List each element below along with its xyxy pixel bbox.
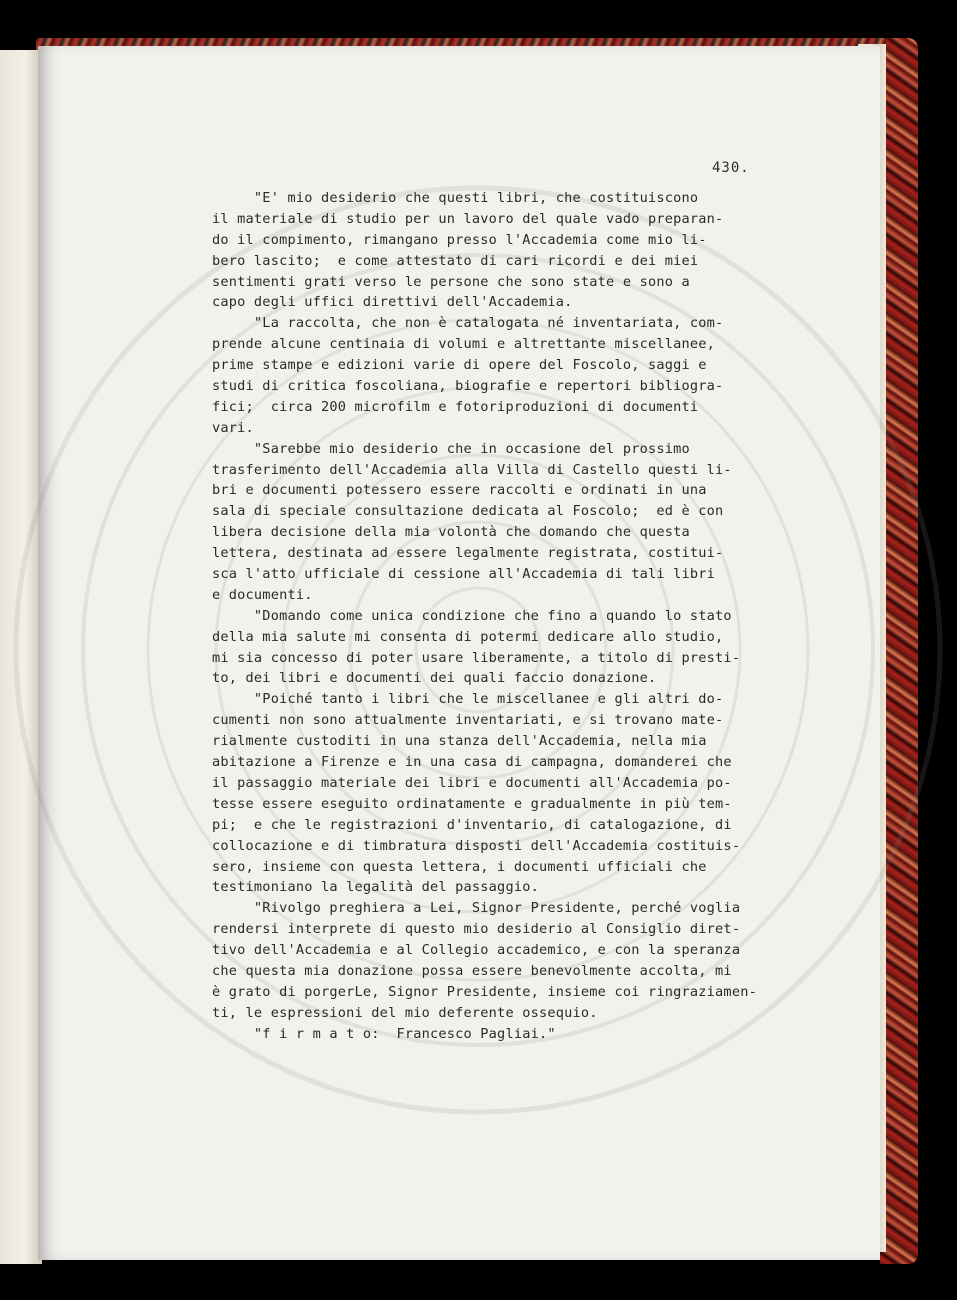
text-line: prime stampe e edizioni varie di opere del Foscolo, saggi e: [212, 357, 707, 374]
text-line: pi; e che le registrazioni d'inventario, di catalogazione, di: [212, 816, 732, 833]
text-line: e documenti.: [212, 586, 313, 603]
text-line: capo degli uffici direttivi dell'Accademia.: [212, 294, 573, 311]
text-line: sentimenti grati verso le persone che sono state e sono a: [212, 273, 690, 290]
text-line: tivo dell'Accademia e al Collegio accademico, e con la speranza: [212, 942, 741, 959]
text-line: vari.: [212, 419, 254, 436]
text-line: abitazione a Firenze e in una casa di campagna, domanderei che: [212, 754, 732, 771]
text-line: libera decisione della mia volontà che domando che questa: [212, 524, 690, 541]
text-line: cumenti non sono attualmente inventariati, e si trovano mate-: [212, 712, 724, 729]
text-line: fici; circa 200 microfilm e fotoriproduzioni di documenti: [212, 398, 699, 415]
text-line: prende alcune centinaia di volumi e altrettante miscellanee,: [212, 336, 716, 353]
letter-text: [212, 188, 772, 1045]
text-line: lettera, destinata ad essere legalmente registrata, costitui-: [212, 545, 724, 562]
left-page: [0, 50, 42, 1264]
text-line: "Rivolgo preghiera a Lei, Signor Presidente, perché voglia: [212, 900, 741, 917]
text-line: studi di critica foscoliana, biografie e repertori bibliogra-: [212, 378, 724, 395]
text-line: rendersi interprete di questo mio desiderio al Consiglio diret-: [212, 921, 741, 938]
text-line: della mia salute mi consenta di potermi dedicare allo studio,: [212, 628, 724, 645]
text-line: sca l'atto ufficiale di cessione all'Accademia di tali libri: [212, 566, 716, 583]
text-line: il materiale di studio per un lavoro del quale vado preparan-: [212, 210, 724, 227]
text-line: ti, le espressioni del mio deferente ossequio.: [212, 1004, 598, 1021]
text-line: il passaggio materiale dei libri e documenti all'Accademia po-: [212, 774, 732, 791]
text-line: rialmente custoditi in una stanza dell'Accademia, nella mia: [212, 733, 707, 750]
text-line: bri e documenti potessero essere raccolti e ordinati in una: [212, 482, 707, 499]
text-line: che questa mia donazione possa essere benevolmente accolta, mi: [212, 962, 732, 979]
text-line: testimoniano la legalità del passaggio.: [212, 879, 539, 896]
text-line: collocazione e di timbratura disposti dell'Accademia costituis-: [212, 837, 741, 854]
text-line: do il compimento, rimangano presso l'Accademia come mio li-: [212, 231, 707, 248]
text-line: bero lascito; e come attestato di cari ricordi e dei miei: [212, 252, 699, 269]
text-line: "La raccolta, che non è catalogata né inventariata, com-: [212, 315, 724, 332]
text-line: "Domando come unica condizione che fino a quando lo stato: [212, 607, 732, 624]
text-line: mi sia concesso di poter usare liberamente, a titolo di presti-: [212, 649, 741, 666]
text-line: è grato di porgerLe, Signor Presidente, insieme coi ringraziamen-: [212, 983, 757, 1000]
text-line: "E' mio desiderio che questi libri, che costituiscono: [212, 190, 699, 206]
signature-line: "f i r m a t o: Francesco Pagliai.": [212, 1025, 556, 1042]
text-line: to, dei libri e documenti dei quali faccio donazione.: [212, 670, 657, 687]
text-line: sala di speciale consultazione dedicata al Foscolo; ed è con: [212, 503, 724, 520]
text-line: sero, insieme con questa lettera, i documenti ufficiali che: [212, 858, 707, 875]
text-line: trasferimento dell'Accademia alla Villa di Castello questi li-: [212, 461, 732, 478]
text-line: "Poiché tanto i libri che le miscellanee e gli altri do-: [212, 691, 724, 708]
text-line: "Sarebbe mio desiderio che in occasione del prossimo: [212, 440, 690, 457]
text-line: tesse essere eseguito ordinatamente e gradualmente in più tem-: [212, 795, 732, 812]
page-number: 430.: [712, 160, 750, 176]
